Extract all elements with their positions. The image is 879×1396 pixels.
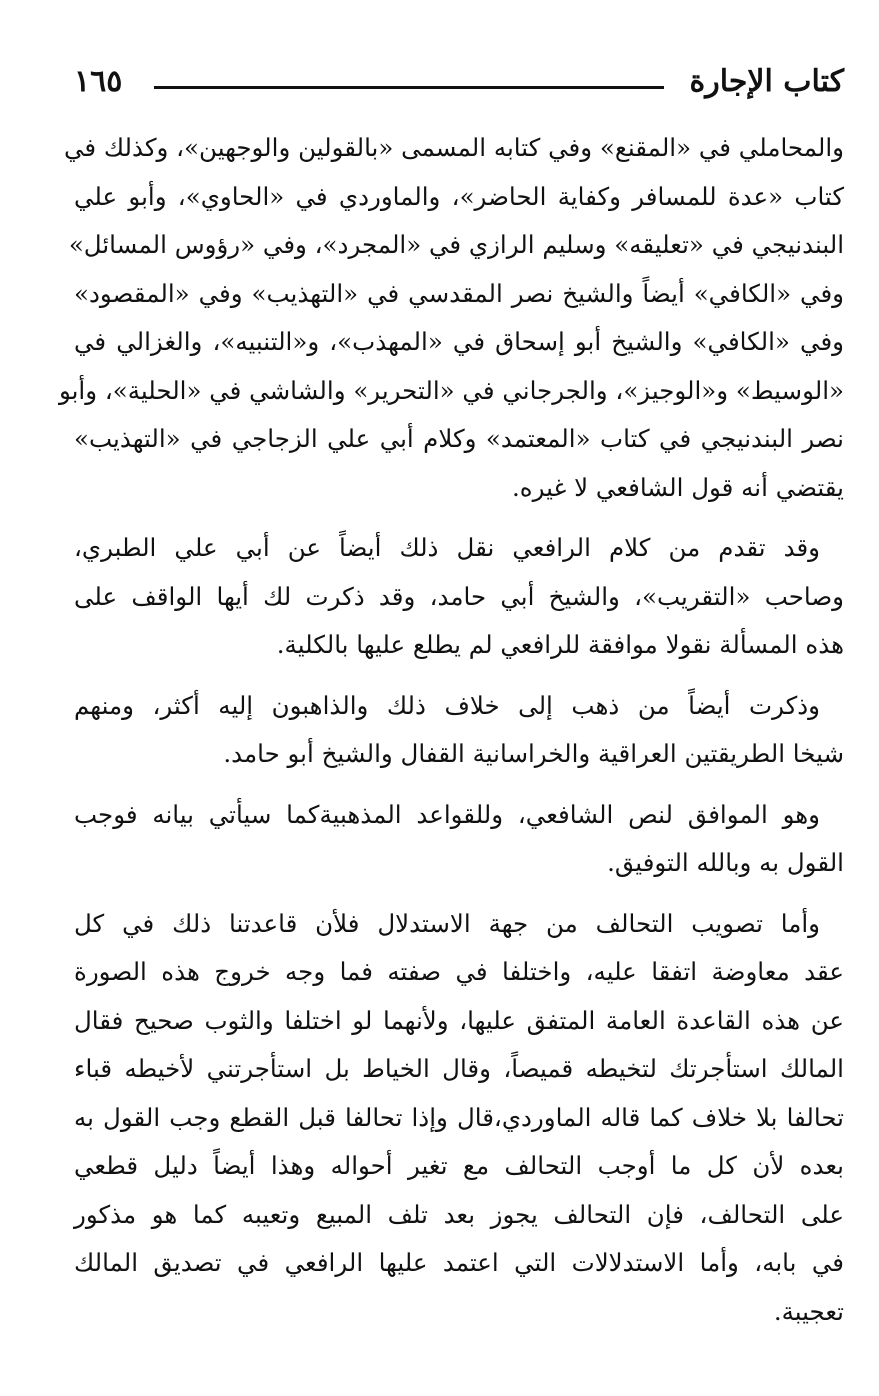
text-line: البندنيجي في «تعليقه» وسليم الرازي في «المجرد»، وفي «رؤوس المسائل» — [68, 230, 844, 259]
text-line: نصر البندنيجي في كتاب «المعتمد» وكلام أبي علي الزجاجي في «التهذيب» — [74, 424, 844, 453]
text-line: بعده لأن كل ما أوجب التحالف مع تغير أحواله وهذا أيضاً دليل قطعي — [74, 1151, 844, 1180]
text-line: في بابه، وأما الاستدلالات التي اعتمد عليها الرافعي في تصديق المالك — [74, 1248, 844, 1277]
text-line: والمحاملي في «المقنع» وفي كتابه المسمى «بالقولين والوجهين»، وكذلك في — [63, 133, 844, 162]
paragraph-1 — [58, 124, 844, 512]
text-line: «الوسيط» و«الوجيز»، والجرجاني في «التحرير» والشاشي في «الحلية»، وأبو — [58, 375, 844, 405]
text-line: وصاحب «التقريب»، والشيخ أبي حامد، وقد ذكرت لك أيها الواقف على — [74, 581, 844, 611]
text-line: على التحالف، فإن التحالف يجوز بعد تلف المبيع وتعيبه كما هو مذكور — [74, 1199, 844, 1229]
text-line: وفي «الكافي» أيضاً والشيخ نصر المقدسي في «التهذيب» وفي «المقصود» — [74, 278, 844, 308]
paragraph-5 — [74, 900, 844, 1337]
text-line: تحالفا بلا خلاف كما قاله الماوردي،قال وإذا تحالفا قبل القطع وجب القول به — [74, 1102, 844, 1132]
header-rule — [154, 86, 664, 89]
text-line: وذكرت أيضاً من ذهب إلى خلاف ذلك والذاهبون إليه أكثر، ومنهم — [74, 690, 820, 720]
text-line: عن هذه القاعدة العامة المتفق عليها، ولأنهما لو اختلفا والثوب صحيح فقال — [74, 1005, 844, 1035]
paragraph-3 — [74, 682, 844, 779]
text-line: كتاب «عدة للمسافر وكفاية الحاضر»، والماوردي في «الحاوي»، وأبو علي — [74, 181, 844, 211]
page-header — [74, 62, 844, 102]
text-line: تعجيبة. — [773, 1296, 844, 1326]
body-text — [58, 124, 844, 1336]
text-line: المالك استأجرتك لتخيطه قميصاً، وقال الخياط بل استأجرتني لأخيطه قباء — [74, 1054, 844, 1083]
text-line: القول به وبالله التوفيق. — [607, 848, 844, 877]
page-number: ١٦٥ — [74, 64, 123, 99]
text-line: وأما تصويب التحالف من جهة الاستدلال فلأن قاعدتنا ذلك في كل — [74, 908, 820, 938]
paragraph-4 — [74, 791, 844, 888]
text-line: يقتضي أنه قول الشافعي لا غيره. — [511, 472, 844, 502]
text-line: هذه المسألة نقولا موافقة للرافعي لم يطلع عليها بالكلية. — [276, 630, 844, 659]
chapter-title: كتاب الإجارة — [689, 64, 844, 99]
text-line: وقد تقدم من كلام الرافعي نقل ذلك أيضاً عن أبي علي الطبري، — [74, 533, 820, 562]
paragraph-2 — [74, 524, 844, 670]
text-line: وهو الموافق لنص الشافعي، وللقواعد المذهبيةكما سيأتي بيانه فوجب — [74, 799, 820, 829]
text-line: وفي «الكافي» والشيخ أبو إسحاق في «المهذب»، و«التنبيه»، والغزالي في — [74, 327, 844, 356]
text-line: شيخا الطريقتين العراقية والخراسانية القفال والشيخ أبو حامد. — [223, 739, 844, 768]
text-line: عقد معاوضة اتفقا عليه، واختلفا في صفته فما وجه خروج هذه الصورة — [74, 957, 844, 986]
